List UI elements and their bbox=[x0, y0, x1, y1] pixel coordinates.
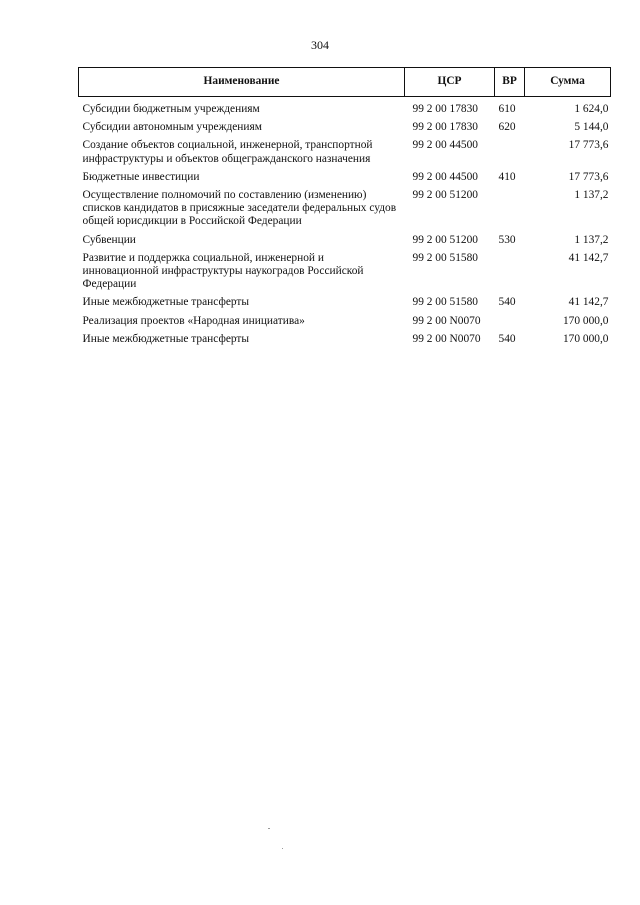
row-vr: 410 bbox=[498, 170, 516, 183]
row-sum: 170 000,0 bbox=[562, 332, 609, 345]
row-name: Иные межбюджетные трансферты bbox=[82, 296, 250, 309]
row-vr: 530 bbox=[498, 233, 516, 246]
row-csr: 99 2 00 51580 bbox=[412, 296, 478, 309]
row-name: Субвенции bbox=[82, 233, 136, 246]
row-name: Развитие и поддержка социальной, инженерной и инновационной инфраструктуры наукоградов Российской Федерации bbox=[82, 251, 364, 291]
row-csr: 99 2 00 17830 bbox=[412, 121, 478, 134]
row-csr: 99 2 00 N0070 bbox=[412, 332, 481, 345]
row-csr: 99 2 00 N0070 bbox=[412, 314, 481, 327]
row-vr: 540 bbox=[498, 332, 516, 345]
budget-table bbox=[78, 67, 611, 348]
row-csr: 99 2 00 44500 bbox=[412, 139, 478, 152]
row-name: Осуществление полномочий по составлению (изменению) списков кандидатов в присяжные заседатели федеральных судов общей юрисдикции в Российской Федерации bbox=[82, 189, 397, 228]
table-row bbox=[79, 186, 611, 231]
row-sum: 41 142,7 bbox=[568, 251, 609, 264]
page-number: 304 bbox=[311, 38, 329, 52]
row-name: Бюджетные инвестиции bbox=[82, 170, 200, 183]
row-sum: 17 773,6 bbox=[568, 139, 609, 152]
row-vr bbox=[495, 136, 525, 167]
table-body bbox=[79, 97, 611, 349]
table-row bbox=[79, 330, 611, 348]
row-name: Субсидии бюджетным учреждениям bbox=[82, 103, 260, 115]
row-sum: 170 000,0 bbox=[562, 314, 609, 327]
row-csr: 99 2 00 17830 bbox=[412, 103, 478, 115]
row-sum: 41 142,7 bbox=[568, 296, 609, 309]
row-sum: 1 137,2 bbox=[574, 189, 609, 202]
header-name: Наименование bbox=[79, 68, 405, 97]
row-csr: 99 2 00 51200 bbox=[412, 233, 478, 246]
row-vr bbox=[495, 186, 525, 231]
row-vr bbox=[495, 249, 525, 294]
table-row bbox=[79, 249, 611, 294]
row-sum: 1 624,0 bbox=[574, 103, 609, 115]
row-vr bbox=[495, 312, 525, 330]
table-row bbox=[79, 168, 611, 186]
row-sum: 1 137,2 bbox=[574, 233, 609, 246]
row-vr: 620 bbox=[498, 121, 516, 134]
table-row bbox=[79, 312, 611, 330]
table-row bbox=[79, 118, 611, 136]
header-sum: Сумма bbox=[525, 68, 611, 97]
row-sum: 17 773,6 bbox=[568, 170, 609, 183]
scan-speck bbox=[268, 828, 270, 829]
row-csr: 99 2 00 51200 bbox=[412, 189, 478, 202]
row-sum: 5 144,0 bbox=[574, 121, 609, 134]
row-name: Иные межбюджетные трансферты bbox=[82, 332, 250, 345]
scan-speck bbox=[282, 848, 283, 849]
row-csr: 99 2 00 51580 bbox=[412, 251, 478, 264]
row-csr: 99 2 00 44500 bbox=[412, 170, 478, 183]
row-name: Субсидии автономным учреждениям bbox=[82, 121, 262, 134]
table-row bbox=[79, 293, 611, 311]
table-header bbox=[79, 68, 611, 97]
header-vr: ВР bbox=[495, 68, 525, 97]
header-csr: ЦСР bbox=[405, 68, 495, 97]
header-row bbox=[79, 68, 611, 97]
row-name: Создание объектов социальной, инженерной, транспортной инфраструктуры и объектов общегражданского назначения bbox=[82, 139, 373, 165]
table-row bbox=[79, 136, 611, 167]
row-name: Реализация проектов «Народная инициатива» bbox=[82, 314, 305, 327]
table-row bbox=[79, 97, 611, 119]
table-row bbox=[79, 231, 611, 249]
row-vr: 610 bbox=[498, 103, 516, 115]
row-vr: 540 bbox=[498, 296, 516, 309]
